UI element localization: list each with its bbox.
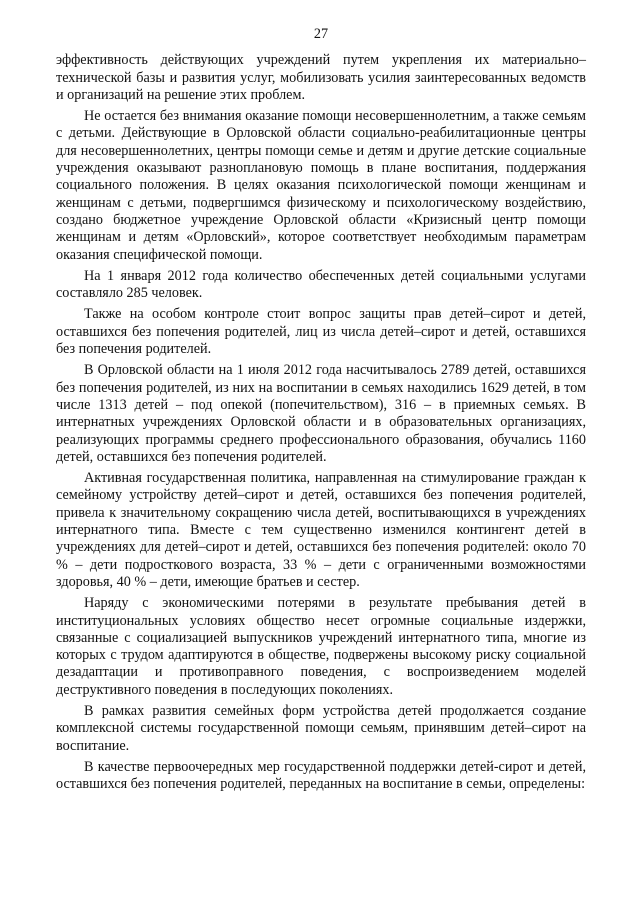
paragraph-orphans-rights: Также на особом контроле стоит вопрос защиты прав детей–сирот и детей, оставшихся без попечения родителей, лиц из числа детей–сирот и детей, оставшихся без попечения родителей. <box>56 306 586 358</box>
paragraph-social-costs: Наряду с экономическими потерями в результате пребывания детей в институциональных условиях общество несет огромные социальные издержки, связанные с социализацией выпускников учреждений интернатного типа, многие из которых с трудом адаптируются в обществе, подвержены высокому риску социальной дезадаптации и противоправного поведения, с воспроизведением моделей деструктивного поведения в последующих поколениях. <box>56 595 586 698</box>
paragraph-social-assistance: Не остается без внимания оказание помощи несовершеннолетним, а также семьям с детьми. Действующие в Орловской области социально-реабилитационные центры для несовершеннолетних, центры помощи семье и детям и другие детские социальные учреждения оказывают разноплановую помощь в плане воспитания, поддержания социального положения. В целях оказания психологической помощи женщинам и женщинам с детьми, подвергшимся физическому и психологическому воздействию, создано бюджетное учреждение Орловской области «Кризисный центр помощи женщинам и детям «Орловский», которое соответствует необходимым параметрам оказания специфической помощи. <box>56 108 586 263</box>
document-page <box>56 26 586 797</box>
page-number: 27 <box>313 26 329 42</box>
paragraph-continuation: эффективность действующих учреждений путем укрепления их материально–технической базы и развития услуг, мобилизовать усилия заинтересованных ведомств и организаций на решение этих проблем. <box>56 52 586 103</box>
paragraph-state-policy: Активная государственная политика, направленная на стимулирование граждан к семейному устройству детей–сирот и детей, оставшихся без попечения родителей, привела к значительному сокращению числа детей, воспитывающихся в учреждениях интернатного типа. Вместе с тем существенно изменился контингент детей в учреждениях для детей–сирот и детей, оставшихся без попечения родителей: около 70 % – дети подросткового возраста, 33 % – дети с ограниченными возможностями здоровья, 40 % – дети, имеющие братьев и сестер. <box>56 470 586 590</box>
paragraph-priority-measures: В качестве первоочередных мер государственной поддержки детей-сирот и детей, оставшихся без попечения родителей, переданных на воспитание в семьи, определены: <box>56 758 586 793</box>
paragraph-social-services-count: На 1 января 2012 года количество обеспеченных детей социальными услугами составляло 285 человек. <box>56 267 586 302</box>
paragraph-family-forms: В рамках развития семейных форм устройства детей продолжается создание комплексной системы государственной помощи семьям, принявшим детей–сирот на воспитание. <box>56 702 586 754</box>
paragraph-orphans-statistics: В Орловской области на 1 июля 2012 года насчитывалось 2789 детей, оставшихся без попечения родителей, из них на воспитании в семьях находились 1629 детей, в том числе 1313 детей – под опекой (попечительством), 316 – в приемных семьях. В интернатных учреждениях Орловской области и в образовательных организациях, реализующих программы среднего профессионального образования, обучались 1160 детей, оставшихся без попечения родителей. <box>56 362 586 465</box>
